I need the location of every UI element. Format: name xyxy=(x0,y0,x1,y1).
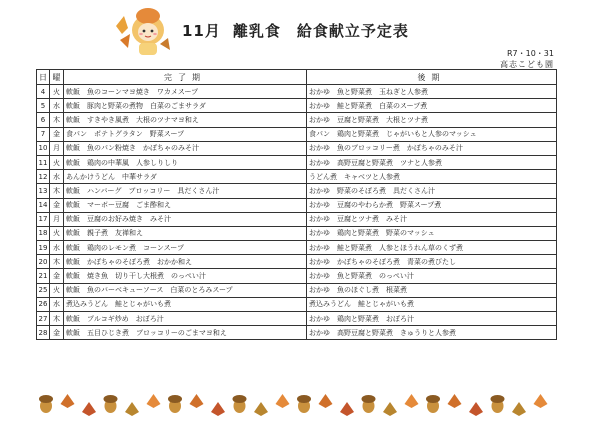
cell-complete-menu: 軟飯 魚のパン粉焼き かぼちゃのみそ汁 xyxy=(64,141,307,155)
table-row xyxy=(37,141,557,155)
acorn-icon xyxy=(362,395,376,413)
cell-complete-menu: 軟飯 マーボー豆腐 ごま酢和え xyxy=(64,198,307,212)
leaf-icon xyxy=(125,402,139,416)
table-row xyxy=(37,226,557,240)
cell-late-menu: おかゆ 豆腐とツナ煮 みそ汁 xyxy=(307,212,557,226)
leaf-icon xyxy=(190,394,204,408)
acorn-icon xyxy=(491,395,505,413)
cell-late-menu: おかゆ 魚と野菜煮 のっぺい汁 xyxy=(307,269,557,283)
mascot-illustration xyxy=(112,4,174,58)
leaf-icon xyxy=(254,402,268,416)
cell-weekday: 木 xyxy=(50,184,64,198)
cell-complete-menu: 軟飯 魚のコーンマヨ焼き ワカメスープ xyxy=(64,85,307,99)
acorn-icon xyxy=(104,395,118,413)
cell-complete-menu: 煮込みうどん 鮭とじゃがいも煮 xyxy=(64,297,307,311)
table-row xyxy=(37,99,557,113)
leaf-icon xyxy=(383,402,397,416)
title-month: 11月 xyxy=(182,22,221,40)
cell-day: 10 xyxy=(37,141,50,155)
leaf-icon xyxy=(82,402,96,416)
cell-weekday: 金 xyxy=(50,269,64,283)
cell-weekday: 水 xyxy=(50,170,64,184)
header-complete-stage: 完了期 xyxy=(64,70,307,85)
cell-complete-menu: 軟飯 すきやき風煮 大根のツナマヨ和え xyxy=(64,113,307,127)
cell-complete-menu: 軟飯 豚肉と野菜の煮物 白菜のごまサラダ xyxy=(64,99,307,113)
cell-day: 27 xyxy=(37,312,50,326)
leaf-icon xyxy=(340,402,354,416)
leaf-icon xyxy=(469,402,483,416)
cell-complete-menu: 軟飯 ハンバーグ ブロッコリー 具だくさん汁 xyxy=(64,184,307,198)
leaf-icon xyxy=(147,394,161,408)
cell-weekday: 火 xyxy=(50,226,64,240)
cell-late-menu: おかゆ 豆腐と野菜煮 大根とツナ煮 xyxy=(307,113,557,127)
acorn-icon xyxy=(297,395,311,413)
acorn-icon xyxy=(168,395,182,413)
header-late-stage: 後期 xyxy=(307,70,557,85)
table-row xyxy=(37,212,557,226)
table-row xyxy=(37,184,557,198)
table-row xyxy=(37,85,557,99)
cell-day: 14 xyxy=(37,198,50,212)
cell-late-menu: おかゆ 魚と野菜煮 玉ねぎと人参煮 xyxy=(307,85,557,99)
cell-complete-menu: 軟飯 魚のバーベキューソース 白菜のとろみスープ xyxy=(64,283,307,297)
autumn-decoration xyxy=(36,382,560,418)
table-row xyxy=(37,297,557,311)
table-row xyxy=(37,269,557,283)
cell-day: 7 xyxy=(37,127,50,141)
cell-day: 19 xyxy=(37,241,50,255)
leaf-icon xyxy=(512,402,526,416)
leaf-icon xyxy=(61,394,75,408)
cell-complete-menu: あんかけうどん 中華サラダ xyxy=(64,170,307,184)
cell-complete-menu: 軟飯 プルコギ炒め おぼろ汁 xyxy=(64,312,307,326)
cell-day: 4 xyxy=(37,85,50,99)
cell-late-menu: おかゆ 豆腐のやわらか煮 野菜スープ煮 xyxy=(307,198,557,212)
cell-weekday: 月 xyxy=(50,141,64,155)
cell-weekday: 火 xyxy=(50,85,64,99)
cell-day: 21 xyxy=(37,269,50,283)
table-row xyxy=(37,170,557,184)
cell-late-menu: おかゆ 鮭と野菜煮 人参とほうれん草のくず煮 xyxy=(307,241,557,255)
cell-day: 13 xyxy=(37,184,50,198)
cell-complete-menu: 食パン ポテトグラタン 野菜スープ xyxy=(64,127,307,141)
cell-late-menu: おかゆ 鮭と野菜煮 白菜のスープ煮 xyxy=(307,99,557,113)
table-row xyxy=(37,155,557,169)
cell-late-menu: おかゆ 鶏肉と野菜煮 おぼろ汁 xyxy=(307,312,557,326)
acorn-icon xyxy=(233,395,247,413)
table-row xyxy=(37,198,557,212)
leaf-icon xyxy=(534,394,548,408)
cell-day: 20 xyxy=(37,255,50,269)
acorn-icon xyxy=(39,395,53,413)
cell-late-menu: 食パン 鶏肉と野菜煮 じゃがいもと人参のマッシュ xyxy=(307,127,557,141)
table-row xyxy=(37,255,557,269)
cell-weekday: 火 xyxy=(50,283,64,297)
cell-day: 18 xyxy=(37,226,50,240)
menu-table xyxy=(36,69,557,340)
table-row xyxy=(37,312,557,326)
cell-complete-menu: 軟飯 焼き魚 切り干し大根煮 のっぺい汁 xyxy=(64,269,307,283)
cell-complete-menu: 軟飯 親子煮 友禅和え xyxy=(64,226,307,240)
leaf-icon xyxy=(405,394,419,408)
cell-weekday: 木 xyxy=(50,113,64,127)
cell-day: 11 xyxy=(37,155,50,169)
acorn-icon xyxy=(426,395,440,413)
cell-day: 12 xyxy=(37,170,50,184)
cell-late-menu: 煮込みうどん 鮭とじゃがいも煮 xyxy=(307,297,557,311)
cell-late-menu: うどん煮 キャベツと人参煮 xyxy=(307,170,557,184)
cell-weekday: 水 xyxy=(50,99,64,113)
cell-day: 6 xyxy=(37,113,50,127)
cell-weekday: 金 xyxy=(50,198,64,212)
cell-day: 5 xyxy=(37,99,50,113)
cell-weekday: 水 xyxy=(50,297,64,311)
leaf-icon xyxy=(276,394,290,408)
issue-date: R7・10・31 xyxy=(506,49,554,58)
header-day: 日 xyxy=(37,70,50,85)
cell-weekday: 金 xyxy=(50,326,64,340)
cell-late-menu: おかゆ 高野豆腐と野菜煮 ツナと人参煮 xyxy=(307,155,557,169)
cell-complete-menu: 軟飯 鶏肉の中華風 人参しりしり xyxy=(64,155,307,169)
header-weekday: 曜 xyxy=(50,70,64,85)
cell-late-menu: おかゆ 魚のブロッコリー煮 かぼちゃのみそ汁 xyxy=(307,141,557,155)
cell-day: 26 xyxy=(37,297,50,311)
cell-late-menu: おかゆ 魚のほぐし煮 根菜煮 xyxy=(307,283,557,297)
cell-late-menu: おかゆ 高野豆腐と野菜煮 きゅうりと人参煮 xyxy=(307,326,557,340)
school-name: 高志こども園 xyxy=(500,60,554,69)
cell-day: 17 xyxy=(37,212,50,226)
cell-weekday: 木 xyxy=(50,312,64,326)
cell-complete-menu: 軟飯 豆腐のお好み焼き みそ汁 xyxy=(64,212,307,226)
leaf-icon xyxy=(211,402,225,416)
cell-late-menu: おかゆ 鶏肉と野菜煮 野菜のマッシュ xyxy=(307,226,557,240)
cell-late-menu: おかゆ かぼちゃのそぼろ煮 青菜の煮びたし xyxy=(307,255,557,269)
table-row xyxy=(37,113,557,127)
table-row xyxy=(37,127,557,141)
cell-weekday: 水 xyxy=(50,241,64,255)
cell-complete-menu: 軟飯 かぼちゃのそぼろ煮 おかか和え xyxy=(64,255,307,269)
cell-complete-menu: 軟飯 五目ひじき煮 ブロッコリーのごまマヨ和え xyxy=(64,326,307,340)
table-row xyxy=(37,283,557,297)
cell-weekday: 月 xyxy=(50,212,64,226)
table-header-row xyxy=(37,70,557,85)
cell-day: 25 xyxy=(37,283,50,297)
cell-late-menu: おかゆ 野菜のそぼろ煮 具だくさん汁 xyxy=(307,184,557,198)
title-text: 離乳食 給食献立予定表 xyxy=(232,22,409,40)
cell-complete-menu: 軟飯 鶏肉のレモン煮 コーンスープ xyxy=(64,241,307,255)
page-title xyxy=(182,20,409,41)
cell-weekday: 木 xyxy=(50,255,64,269)
cell-day: 28 xyxy=(37,326,50,340)
leaf-icon xyxy=(319,394,333,408)
cell-weekday: 金 xyxy=(50,127,64,141)
cell-weekday: 火 xyxy=(50,155,64,169)
table-row xyxy=(37,241,557,255)
leaf-icon xyxy=(448,394,462,408)
table-row xyxy=(37,326,557,340)
